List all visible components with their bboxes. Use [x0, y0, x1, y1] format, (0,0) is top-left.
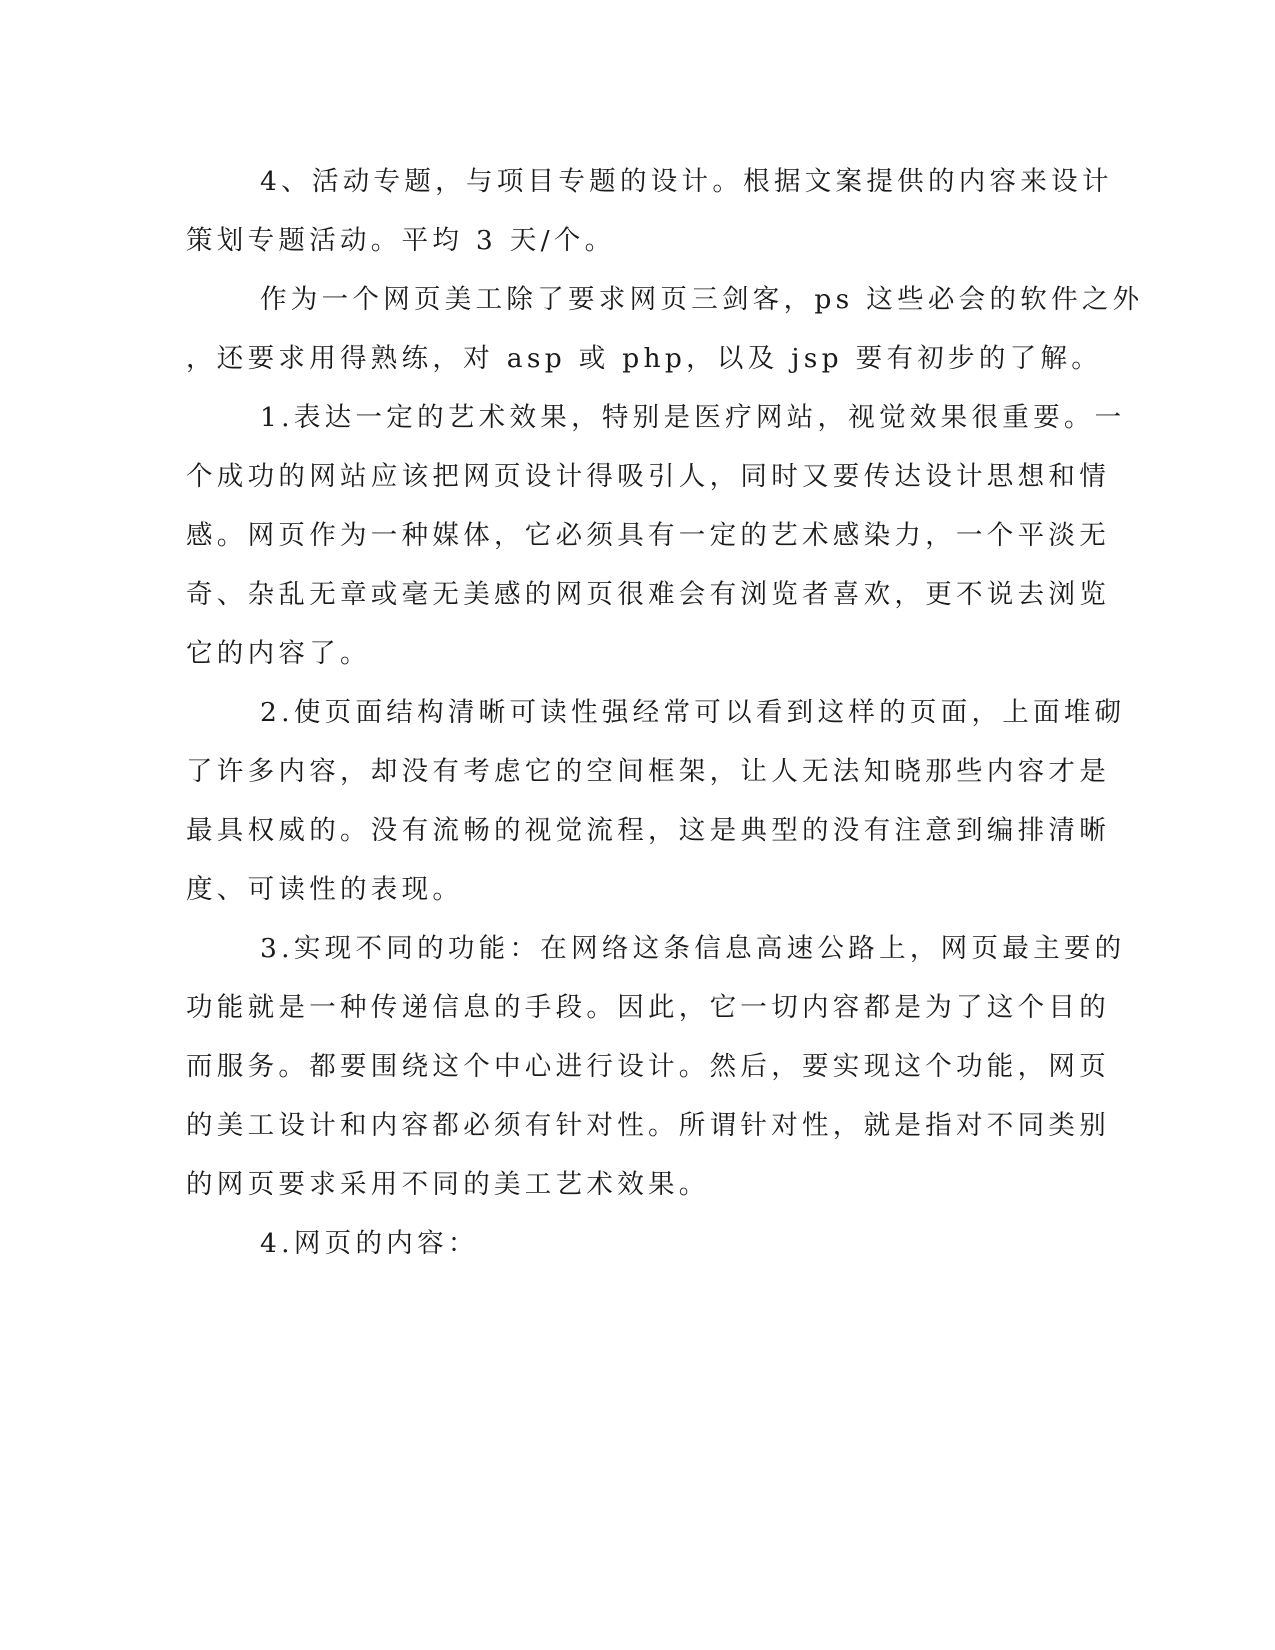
paragraph-5-line-5: 的网页要求采用不同的美工艺术效果。 [186, 1169, 710, 1200]
paragraph-3-line-2: 个成功的网站应该把网页设计得吸引人，同时又要传达设计思想和情 [186, 461, 1110, 492]
paragraph-5-line-1: 3.实现不同的功能：在网络这条信息高速公路上，网页最主要的 [260, 933, 1126, 964]
paragraph-1-line-1: 4、活动专题，与项目专题的设计。根据文案提供的内容来设计 [260, 166, 1113, 197]
paragraph-3-line-3: 感。网页作为一种媒体，它必须具有一定的艺术感染力，一个平淡无 [186, 520, 1110, 551]
paragraph-4-line-4: 度、可读性的表现。 [186, 874, 464, 905]
paragraph-6-line-1: 4.网页的内容： [260, 1228, 479, 1259]
paragraph-4-line-1: 2.使页面结构清晰可读性强经常可以看到这样的页面，上面堆砌 [260, 697, 1126, 728]
paragraph-4-line-3: 最具权威的。没有流畅的视觉流程，这是典型的没有注意到编排清晰 [186, 815, 1110, 846]
paragraph-3-line-4: 奇、杂乱无章或毫无美感的网页很难会有浏览者喜欢，更不说去浏览 [186, 579, 1110, 610]
paragraph-1-line-2: 策划专题活动。平均 3 天/个。 [186, 225, 616, 256]
paragraph-5-line-4: 的美工设计和内容都必须有针对性。所谓针对性，就是指对不同类别 [186, 1110, 1110, 1141]
paragraph-3-line-1: 1.表达一定的艺术效果，特别是医疗网站，视觉效果很重要。一 [260, 402, 1126, 433]
paragraph-4-line-2: 了许多内容，却没有考虑它的空间框架，让人无法知晓那些内容才是 [186, 756, 1110, 787]
paragraph-2-line-1: 作为一个网页美工除了要求网页三剑客，ps 这些必会的软件之外 [260, 284, 1144, 315]
paragraph-5-line-2: 功能就是一种传递信息的手段。因此，它一切内容都是为了这个目的 [186, 992, 1110, 1023]
paragraph-5-line-3: 而服务。都要围绕这个中心进行设计。然后，要实现这个功能，网页 [186, 1051, 1110, 1082]
paragraph-2-line-2: ，还要求用得熟练，对 asp 或 php，以及 jsp 要有初步的了解。 [186, 343, 1103, 374]
paragraph-3-line-5: 它的内容了。 [186, 638, 371, 669]
